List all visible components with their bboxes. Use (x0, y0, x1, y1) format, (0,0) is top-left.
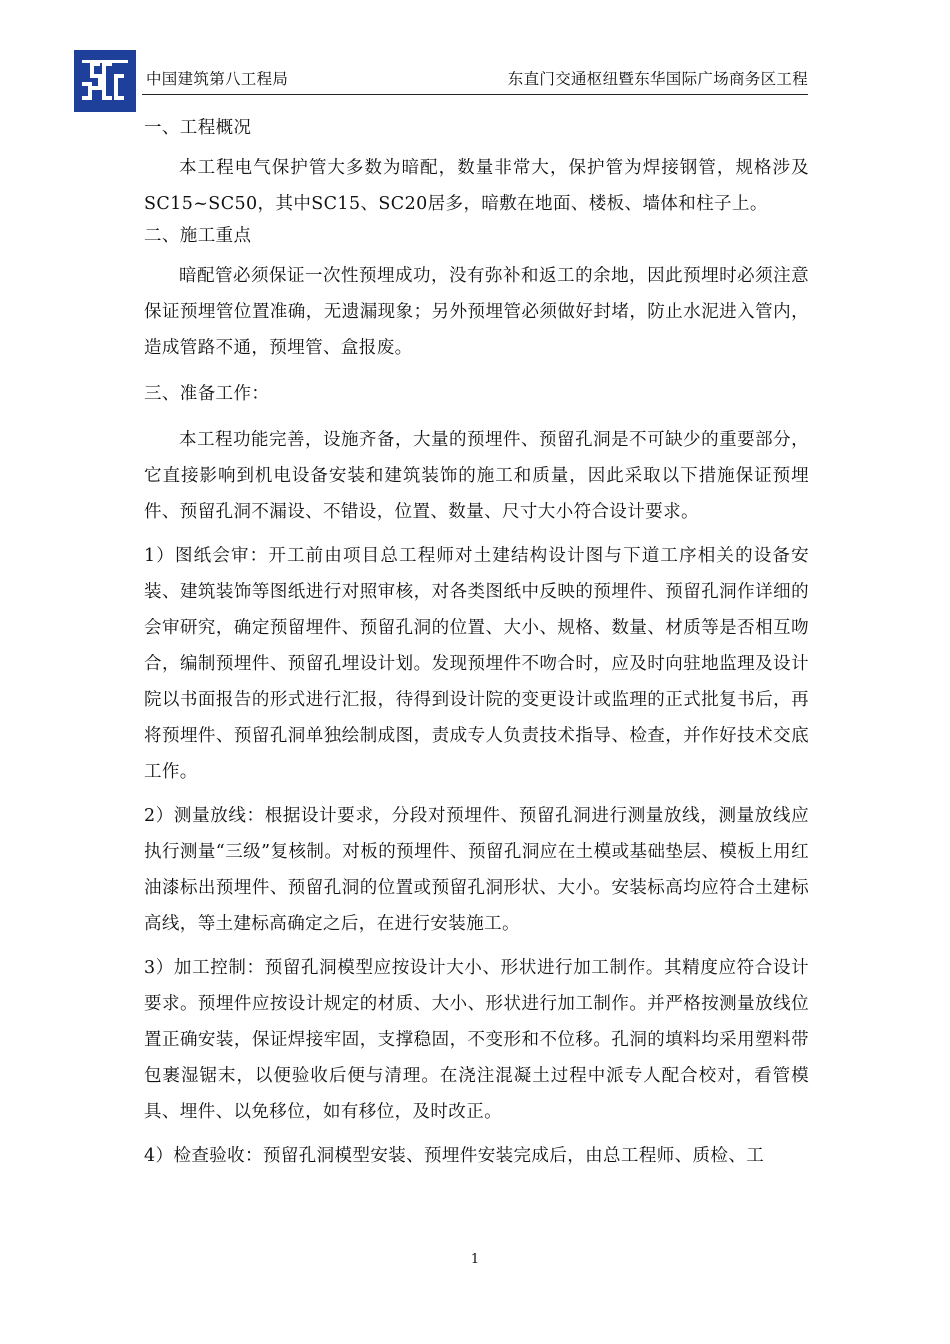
header-project-name: 东直门交通枢纽暨东华国际广场商务区工程 (507, 70, 808, 88)
section-heading-key-points: 二、施工重点 (144, 226, 252, 246)
section-heading-preparation: 三、准备工作： (144, 384, 270, 404)
cscec-logo-icon (74, 50, 136, 112)
header-company-name: 中国建筑第八工程局 (146, 70, 289, 88)
paragraph-key-points: 暗配管必须保证一次性预埋成功，没有弥补和返工的余地，因此预埋时必须注意保证预埋管位置准确，无遗漏现象；另外预埋管必须做好封堵，防止水泥进入管内，造成管路不通，预埋管、盒报废。 (144, 266, 809, 358)
list-item-drawing-review: 1）图纸会审：开工前由项目总工程师对土建结构设计图与下道工序相关的设备安装、建筑装饰等图纸进行对照审核，对各类图纸中反映的预埋件、预留孔洞作详细的会审研究，确定预留埋件、预留孔洞的位置、大小、规格、数量、材质等是否相互吻合，编制预埋件、预留孔埋设计划。发现预埋件不吻合时，应及时向驻地监理及设计院以书面报告的形式进行汇报，待得到设计院的变更设计或监理的正式批复书后，再将预埋件、预留孔洞单独绘制成图，责成专人负责技术指导、检查，并作好技术交底工作。 (144, 546, 809, 782)
paragraph-overview: 本工程电气保护管大多数为暗配，数量非常大，保护管为焊接钢管，规格涉及SC15~SC50，其中SC15、SC20居多，暗敷在地面、楼板、墙体和柱子上。 (144, 158, 809, 214)
document-body (144, 114, 809, 1174)
list-item-processing-control: 3）加工控制：预留孔洞模型应按设计大小、形状进行加工制作。其精度应符合设计要求。预埋件应按设计规定的材质、大小、形状进行加工制作。并严格按测量放线位置正确安装，保证焊接牢固，支撑稳固，不变形和不位移。孔洞的填料均采用塑料带包裹湿锯末，以便验收后便与清理。在浇注混凝土过程中派专人配合校对，看管模具、埋件、以免移位，如有移位，及时改正。 (144, 958, 809, 1122)
section-heading-overview: 一、工程概况 (144, 118, 252, 138)
list-item-survey-layout: 2）测量放线：根据设计要求，分段对预埋件、预留孔洞进行测量放线，测量放线应执行测量“三级”复核制。对板的预埋件、预留孔洞应在土模或基础垫层、模板上用红油漆标出预埋件、预留孔洞的位置或预留孔洞形状、大小。安装标高均应符合土建标高线，等土建标高确定之后，在进行安装施工。 (144, 806, 809, 934)
paragraph-preparation: 本工程功能完善，设施齐备，大量的预埋件、预留孔洞是不可缺少的重要部分，它直接影响到机电设备安装和建筑装饰的施工和质量，因此采取以下措施保证预埋件、预留孔洞不漏设、不错设，位置、数量、尺寸大小符合设计要求。 (144, 430, 809, 522)
company-logo (74, 50, 136, 112)
list-item-inspection: 4）检查验收：预留孔洞模型安装、预埋件安装完成后，由总工程师、质检、工 (144, 1146, 765, 1166)
header-divider (142, 94, 808, 95)
page-number: 1 (470, 1252, 480, 1267)
